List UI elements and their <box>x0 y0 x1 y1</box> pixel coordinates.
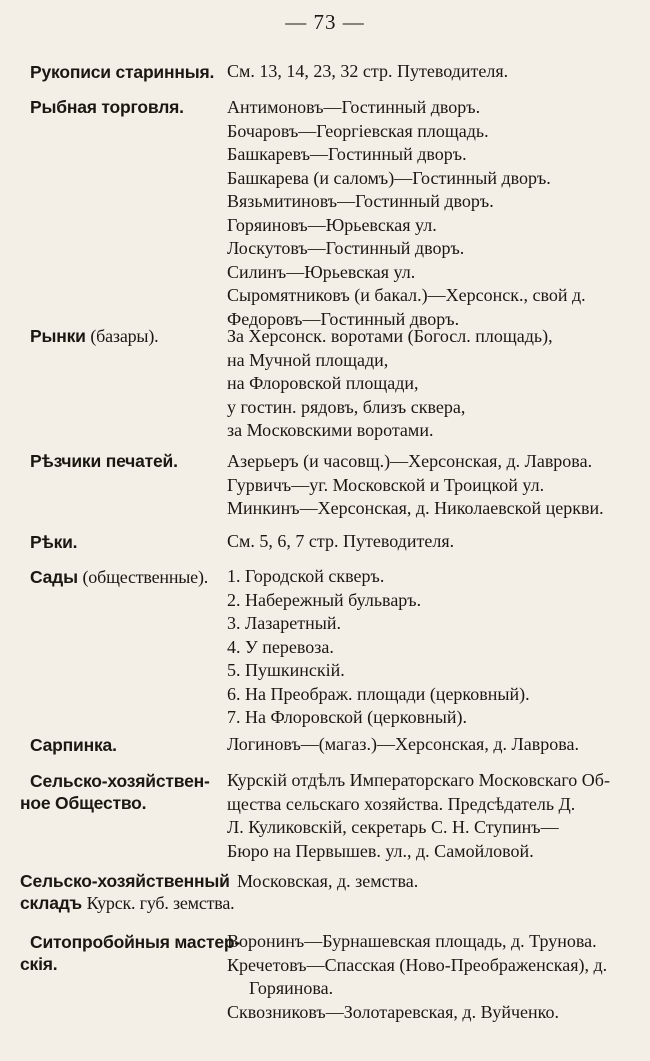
text-line: Антимоновъ—Гостинный дворъ. <box>227 97 481 117</box>
entry-heading: Рѣзчики печатей. <box>30 451 178 471</box>
text-line: Силинъ—Юрьевская ул. <box>227 261 416 282</box>
heading-line: Сельско-хозяйственный <box>20 871 230 891</box>
text-line: Федоровъ—Гостинный дворъ. <box>227 308 460 329</box>
text-line: Лоскутовъ—Гостинный дворъ. <box>227 238 465 258</box>
text-line: 5. Пушкинскій. <box>227 660 345 680</box>
entry-text <box>227 733 637 757</box>
text-line: См. 5, 6, 7 стр. Путеводителя. <box>227 531 455 551</box>
heading-line: Ситопробойныя мастер- <box>30 932 241 952</box>
entry-text <box>227 530 637 554</box>
entry-text <box>227 769 637 863</box>
heading-main: Рынки <box>30 326 86 346</box>
text-line: 3. Лазаретный. <box>227 613 342 633</box>
text-line: 6. На Преображ. площади (церковный). <box>227 683 530 704</box>
text-line: Бюро на Первышев. ул., д. Самойловой. <box>227 840 534 861</box>
entry-heading <box>20 931 240 975</box>
page-number: — 73 — <box>285 10 365 34</box>
text-line: За Херсонск. воротами (Богосл. площадь), <box>227 326 553 346</box>
entry-text <box>227 565 637 730</box>
text-line: 4. У перевоза. <box>227 636 334 657</box>
entry-heading <box>30 325 158 347</box>
text-line: Воронинъ—Бурнашевская площадь, д. Трунова. <box>227 931 597 951</box>
entry-text <box>227 325 637 443</box>
text-line: 1. Городской скверъ. <box>227 566 385 586</box>
text-line: 7. На Флоровской (церковный). <box>227 707 467 727</box>
entry-heading <box>20 770 210 814</box>
entry-text <box>227 930 637 1024</box>
heading-main: складъ <box>20 893 82 913</box>
entry-heading <box>20 870 234 914</box>
entry-heading: Рѣки. <box>30 532 78 552</box>
text-line: Вязьмитиновъ—Гостинный дворъ. <box>227 191 494 211</box>
entry-heading <box>30 566 208 588</box>
text-line: Курскій отдѣлъ Императорскаго Московскаго Об- <box>227 770 610 790</box>
heading-line: ное Общество. <box>20 793 147 813</box>
text-line: См. 13, 14, 23, 32 стр. Путеводителя. <box>227 61 509 81</box>
entry-heading: Рыбная торговля. <box>30 97 184 117</box>
text-line: Башкарева (и саломъ)—Гостинный дворъ. <box>227 167 551 188</box>
text-line: 2. Набережный бульваръ. <box>227 589 422 610</box>
text-line: Сыромятниковъ (и бакал.)—Херсонск., свой д. <box>227 285 586 305</box>
entry-text <box>237 870 647 894</box>
heading-line <box>20 892 234 914</box>
text-line: Л. Куликовскій, секретарь С. Н. Ступинъ— <box>227 817 559 837</box>
text-line: Минкинъ—Херсонская, д. Николаевской церкви. <box>227 498 604 518</box>
text-line: Горяиновъ—Юрьевская ул. <box>227 214 437 235</box>
heading-note: (общественные). <box>82 567 209 587</box>
entry-heading: Рукописи старинныя. <box>30 62 215 82</box>
text-line: Горяинова. <box>249 978 334 998</box>
heading-note: (базары). <box>90 326 159 346</box>
text-line: у гостин. рядовъ, близъ сквера, <box>227 396 466 417</box>
text-line: Логиновъ—(магаз.)—Херсонская, д. Лаврова. <box>227 734 579 754</box>
heading-main: Сады <box>30 567 78 587</box>
text-line: Сквозниковъ—Золотаревская, д. Вуйченко. <box>227 1001 559 1022</box>
text-line: Московская, д. земства. <box>237 871 419 891</box>
text-line: Кречетовъ—Спасская (Ново-Преображенская), д. <box>227 954 608 975</box>
text-line: на Флоровской площади, <box>227 373 419 393</box>
text-line: Гурвичъ—уг. Московской и Троицкой ул. <box>227 474 545 495</box>
heading-line: Сельско-хозяйствен- <box>30 771 210 791</box>
text-line: Бочаровъ—Георгіевская площадь. <box>227 120 489 141</box>
text-line: за Московскими воротами. <box>227 420 434 440</box>
heading-note: Курск. губ. земства. <box>86 893 235 913</box>
entry-text <box>227 96 637 331</box>
entry-heading: Сарпинка. <box>30 735 117 755</box>
text-line: щества сельскаго хозяйства. Предсѣдатель Д. <box>227 793 576 814</box>
heading-line: скія. <box>20 954 58 974</box>
entry-text <box>227 450 637 521</box>
text-line: Азерьеръ (и часовщ.)—Херсонская, д. Лаврова. <box>227 451 593 471</box>
text-line: Башкаревъ—Гостинный дворъ. <box>227 144 467 164</box>
text-line: на Мучной площади, <box>227 349 389 370</box>
entry-text <box>227 60 637 84</box>
